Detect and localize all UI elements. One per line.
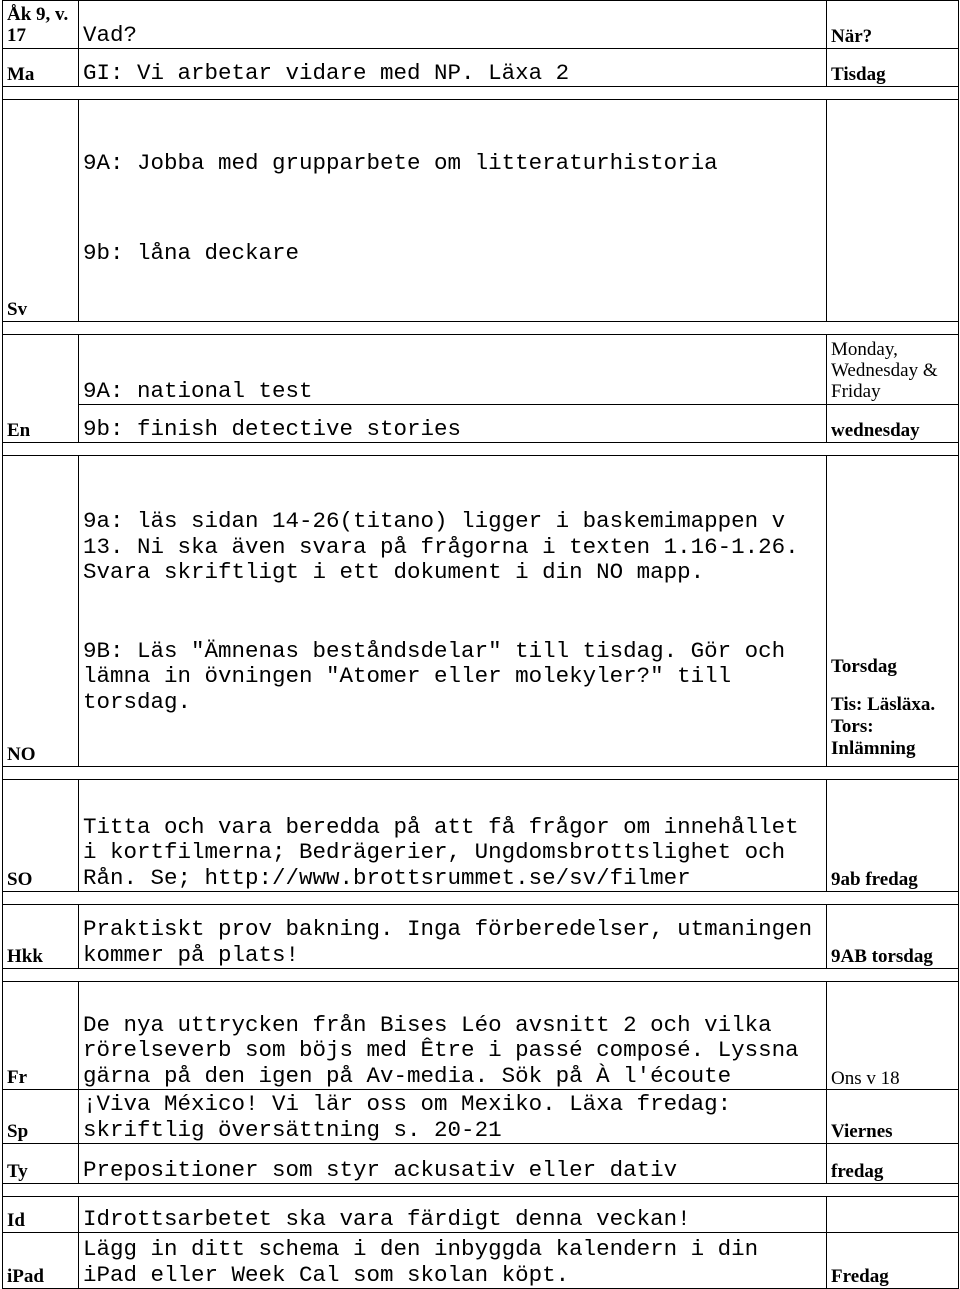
row-fr — [3, 982, 959, 1090]
subject-no: NO — [3, 456, 79, 767]
task-no — [79, 456, 827, 767]
weekly-schedule-table — [2, 0, 959, 1289]
subject-sp: Sp — [3, 1090, 79, 1144]
due-no — [827, 456, 959, 767]
task-en-line-1: 9A: national test — [79, 335, 827, 405]
task-ty: Prepositioner som styr ackusativ eller dativ — [79, 1144, 827, 1184]
subject-en: En — [3, 335, 79, 443]
subject-so: SO — [3, 780, 79, 892]
due-hkk: 9AB torsdag — [827, 905, 959, 969]
due-en-1: Monday, Wednesday & Friday — [827, 335, 959, 405]
separator — [3, 969, 959, 982]
row-ty — [3, 1144, 959, 1184]
row-so — [3, 780, 959, 892]
row-ipad — [3, 1233, 959, 1289]
row-no — [3, 456, 959, 767]
header-subject: Åk 9, v. 17 — [3, 1, 79, 49]
header-when: När? — [827, 1, 959, 49]
task-id: Idrottsarbetet ska vara färdigt denna veckan! — [79, 1197, 827, 1233]
due-no-1: Torsdag — [831, 656, 897, 677]
due-ty: fredag — [827, 1144, 959, 1184]
subject-fr: Fr — [3, 982, 79, 1090]
subject-ipad: iPad — [3, 1233, 79, 1289]
task-no-9a: 9a: läs sidan 14-26(titano) ligger i baskemimappen v 13. Ni ska även svara på frågorna i texten 1.16-1.26. Svara skriftligt i ett dokument i din NO mapp. — [83, 508, 813, 585]
row-id — [3, 1197, 959, 1233]
subject-ma: Ma — [3, 49, 79, 87]
due-no-2: Tis: Läsläxa. — [831, 694, 936, 715]
row-ma — [3, 49, 959, 87]
due-fr: Ons v 18 — [827, 982, 959, 1090]
row-hkk — [3, 905, 959, 969]
task-sp: ¡Viva México! Vi lär oss om Mexiko. Läxa fredag: skriftlig översättning s. 20-21 — [79, 1090, 827, 1144]
due-so: 9ab fredag — [827, 780, 959, 892]
subject-sv: Sv — [3, 100, 79, 322]
subject-hkk: Hkk — [3, 905, 79, 969]
task-en-line-2: 9b: finish detective stories — [79, 405, 827, 443]
due-no-3: Tors: Inlämning — [831, 716, 916, 759]
due-en-2: wednesday — [827, 405, 959, 443]
row-en-2 — [3, 405, 959, 443]
due-ma: Tisdag — [827, 49, 959, 87]
subject-ty: Ty — [3, 1144, 79, 1184]
task-ma: GI: Vi arbetar vidare med NP. Läxa 2 — [79, 49, 827, 87]
header-what: Vad? — [79, 1, 827, 49]
row-en — [3, 335, 959, 405]
task-sv-line-2: 9b: låna deckare — [83, 239, 300, 266]
due-sv — [827, 100, 959, 322]
due-id — [827, 1197, 959, 1233]
separator — [3, 892, 959, 905]
task-hkk: Praktiskt prov bakning. Inga förberedelser, utmaningen kommer på plats! — [79, 905, 827, 969]
task-no-9b: 9B: Läs "Ämnenas beståndsdelar" till tisdag. Gör och lämna in övningen "Atomer eller molekyler?" till torsdag. — [83, 637, 799, 715]
due-ipad: Fredag — [827, 1233, 959, 1289]
separator — [3, 1184, 959, 1197]
task-ipad: Lägg in ditt schema i den inbyggda kalendern i din iPad eller Week Cal som skolan köpt. — [79, 1233, 827, 1289]
separator — [3, 87, 959, 100]
due-sp: Viernes — [827, 1090, 959, 1144]
task-fr: De nya uttrycken från Bises Léo avsnitt 2 och vilka rörelseverb som böjs med Être i passé composé. Lyssna gärna på den igen på Av-media. Sök på À l'écoute — [79, 982, 827, 1090]
row-sv — [3, 100, 959, 322]
task-so: Titta och vara beredda på att få frågor om innehållet i kortfilmerna; Bedrägerier, Ungdomsbrottslighet och Rån. Se; http://www.brottsrummet.se/sv/filmer — [79, 780, 827, 892]
task-sv — [79, 100, 827, 322]
task-sv-line-1: 9A: Jobba med grupparbete om litteraturhistoria — [83, 150, 718, 176]
separator — [3, 767, 959, 780]
subject-id: Id — [3, 1197, 79, 1233]
header-row — [3, 1, 959, 49]
separator — [3, 322, 959, 335]
separator — [3, 443, 959, 456]
row-sp — [3, 1090, 959, 1144]
